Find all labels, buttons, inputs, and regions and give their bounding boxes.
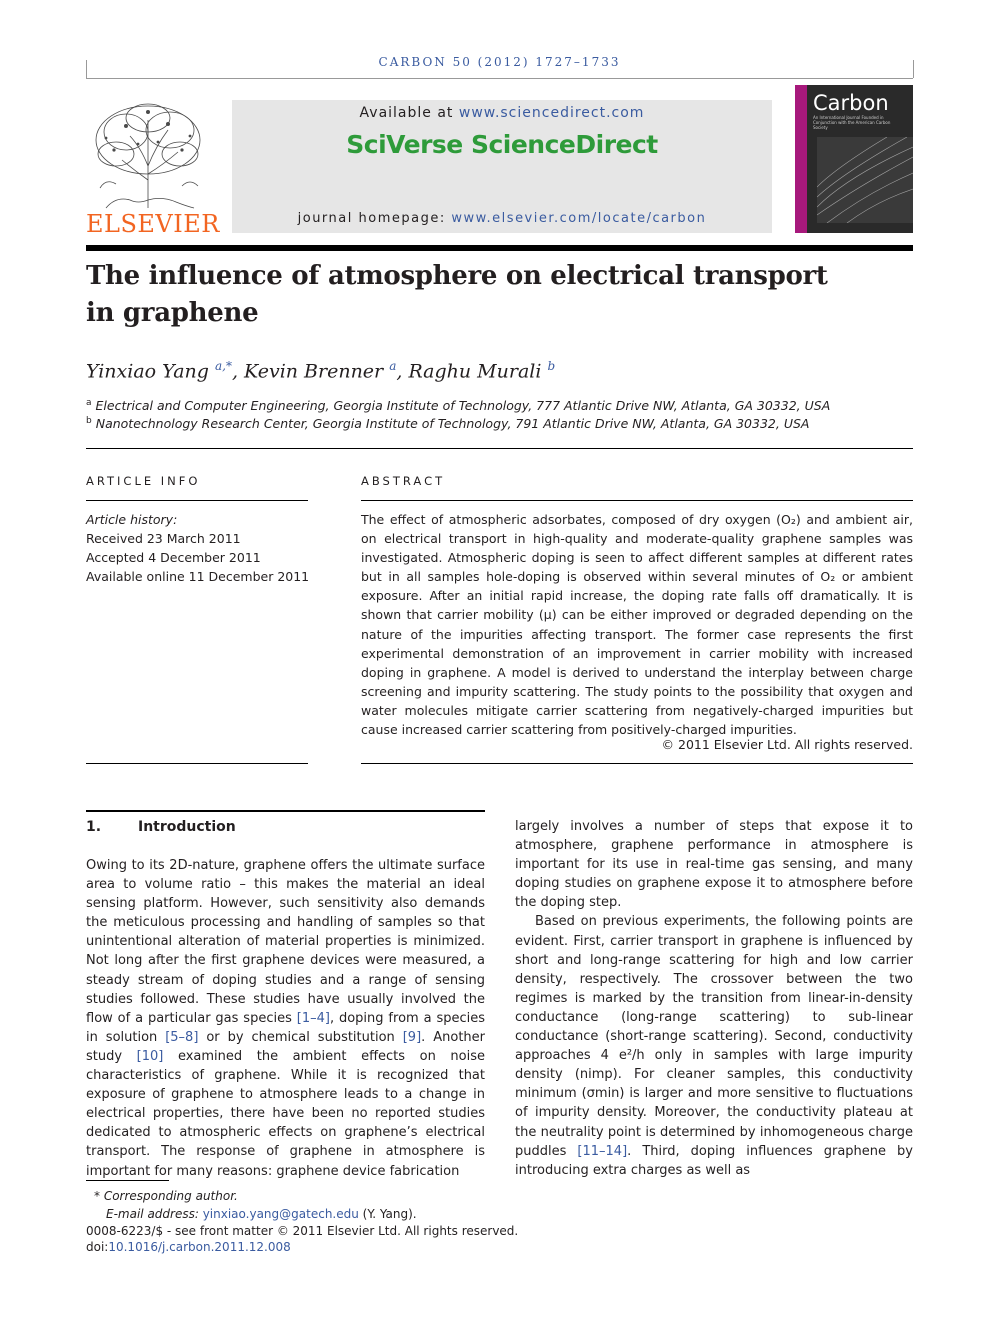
doi-line [86,1240,291,1254]
affiliation-mark: b [86,416,92,426]
affiliation-mark: a [86,398,92,408]
running-head: CARBON 50 (2012) 1727–1733 [378,55,621,69]
section-title: Introduction [138,819,236,835]
history-label: Article history: [86,512,178,527]
citation-link[interactable]: [1–4] [296,1010,330,1026]
article-title [86,258,846,332]
paragraph-text: examined the ambient effects on noise characteristics of graphene. While it is recognized that exposure of graphene to atmosphere leads to a change in electrical properties, there have been no reported studies dedicated to atmospheric effects on graphene’s electrical transport. The response of graphene in atmosphere is important for many reasons: graphene device fabrication [86,1048,486,1179]
header-rule [86,78,913,79]
header-rule-tick-left [86,60,87,78]
doi-prefix: doi: [86,1240,109,1254]
article-history [86,510,309,586]
author-email-link[interactable]: yinxiao.yang@gatech.edu [202,1207,359,1221]
paragraph-text: , doping from a species in solution [86,1010,485,1045]
author-affil-mark[interactable]: a [389,359,397,373]
citation-link[interactable]: [10] [136,1048,164,1064]
affiliation-a [86,398,830,413]
issn-line: 0008-6223/$ - see front matter © 2011 Elsevier Ltd. All rights reserved. [86,1224,519,1238]
email-note [106,1207,417,1221]
journal-homepage-link[interactable]: www.elsevier.com/locate/carbon [451,211,707,226]
author-list: Yinxiao Yang $^{a,*}$, Kevin Brenner $^a$, Raghu Murali $^b$ [86,359,556,383]
author-affil-mark[interactable]: a,* [214,359,232,373]
paragraph-text: or by chemical substitution [198,1029,403,1045]
accepted-date: Accepted 4 December 2011 [86,550,261,565]
journal-cover [795,85,913,233]
sciverse-sciencedirect-logo: SciVerse ScienceDirect [346,130,658,159]
abstract-bottom-rule [361,763,913,764]
intro-right-column [515,817,913,1180]
affiliation-text: Nanotechnology Research Center, Georgia Institute of Technology, 791 Atlantic Drive NW, Atlanta, GA 30332, USA [95,416,810,432]
affiliation-b [86,416,809,431]
paragraph-text: . Another study [86,1029,485,1064]
paragraph-text: Based on previous experiments, the following points are evident. First, carrier transport in graphene is influenced by short and long-range scattering for high and low carrier density, respectively. The crossover between the two regimes is marked by the transition from linear-in-density conductance (long-range scattering) to sub-linear conductance (short-range scattering). Second, conductivity approaches 4 e²/h only in samples with large impurity density (nimp). For cleaner samples, this conductivity minimum (σmin) is larger and more sensitive to fluctuations of impurity density. Moreover, the conductivity plateau at the neutrality point is determined by inhomogeneous charge puddles [515,914,913,1159]
corresponding-author-note: * Corresponding author. [94,1189,238,1203]
article-info-heading: ARTICLE INFO [86,474,201,488]
journal-homepage-line [232,211,772,226]
section-heading-introduction [86,819,236,835]
affiliation-text: Electrical and Computer Engineering, Georgia Institute of Technology, 777 Atlantic Drive NW, Atlanta, GA 30332, USA [95,398,831,414]
online-date: Available online 11 December 2011 [86,569,310,584]
homepage-prefix: journal homepage: [297,211,452,226]
doi-link[interactable]: 10.1016/j.carbon.2011.12.008 [108,1240,291,1254]
abstract-text: The effect of atmospheric adsorbates, composed of dry oxygen (O₂) and ambient air, on electrical transport in high-quality and moderate-quality graphene samples was investigated. Atmospheric doping is seen to affect different samples at different rates but in all samples hole-doping is observed within several minutes of O₂ or ambient exposure. After an initial rapid increase, the doping rate falls off dramatically. It is shown that carrier mobility (μ) can be either improved or degraded depending on the nature of the impurities affecting transport. The former case represents the first experimental demonstration of an improvement in carrier mobility with increased doping in graphene. A model is derived to understand the interplay between charge screening and impurity scattering. The study points to the possibility that oxygen and water molecules mitigate carrier scattering from negatively-charged impurities but cause increased carrier scattering from positively-charged impurities. [361,512,913,738]
header-thick-rule [86,245,913,251]
abstract-heading: ABSTRACT [361,474,446,488]
author-name[interactable]: Raghu Murali [408,360,542,383]
cover-image [817,137,913,223]
article-info-bottom-rule [86,763,308,764]
abstract-rule [361,500,913,501]
article-title-line-2: in graphene [86,298,259,328]
intro-paragraph-1-continued: largely involves a number of steps that expose it to atmosphere, graphene performance in atmosphere is important for its use in real-time gas sensing, and many doping studies on graphene expose it to atmosphere before the doping step. [515,819,913,911]
elsevier-wordmark: ELSEVIER [86,210,220,238]
sciencedirect-link[interactable]: www.sciencedirect.com [458,105,645,121]
paragraph-text: . Third, doping influences graphene by introducing extra charges as well as [515,1143,913,1178]
cover-title: Carbon [813,91,889,115]
paragraph-text: Owing to its 2D-nature, graphene offers the ultimate surface area to volume ratio – this makes the material an ideal sensing platform. However, such sensitivity also demands the meticulous processing and handling of samples so that unintentional alteration of material properties is minimized. Not long after the first graphene devices were measured, a steady stream of doping studies and a range of sensing studies followed. These studies have usually involved the flow of a particular gas species [86,858,485,1026]
citation-link[interactable]: [9] [402,1029,422,1045]
elsevier-tree-logo [86,100,210,210]
author-name[interactable]: Yinxiao Yang [86,360,209,383]
citation-link[interactable]: [11–14] [577,1143,628,1159]
abstract-copyright: © 2011 Elsevier Ltd. All rights reserved. [661,737,913,752]
available-prefix: Available at [359,105,459,121]
article-title-line-1: The influence of atmosphere on electrical transport [86,261,828,291]
header-rule-tick [913,60,914,78]
author-name[interactable]: Kevin Brenner [244,360,384,383]
received-date: Received 23 March 2011 [86,531,241,546]
citation-link[interactable]: [5–8] [165,1029,199,1045]
article-info-rule [86,500,308,501]
email-label: E-mail address: [106,1207,203,1221]
email-suffix: (Y. Yang). [358,1207,417,1221]
intro-top-rule [86,810,485,812]
available-at-line [232,105,772,121]
intro-paragraph-2 [515,912,913,1179]
footnote-rule [86,1180,169,1181]
intro-paragraph-1 [86,856,485,1181]
cover-subtitle: An International Journal Founded in Conjunction with the American Carbon Society [813,115,891,130]
affiliations-rule [86,448,913,449]
author-affil-mark[interactable]: b [547,359,556,373]
section-number: 1. [86,819,102,835]
